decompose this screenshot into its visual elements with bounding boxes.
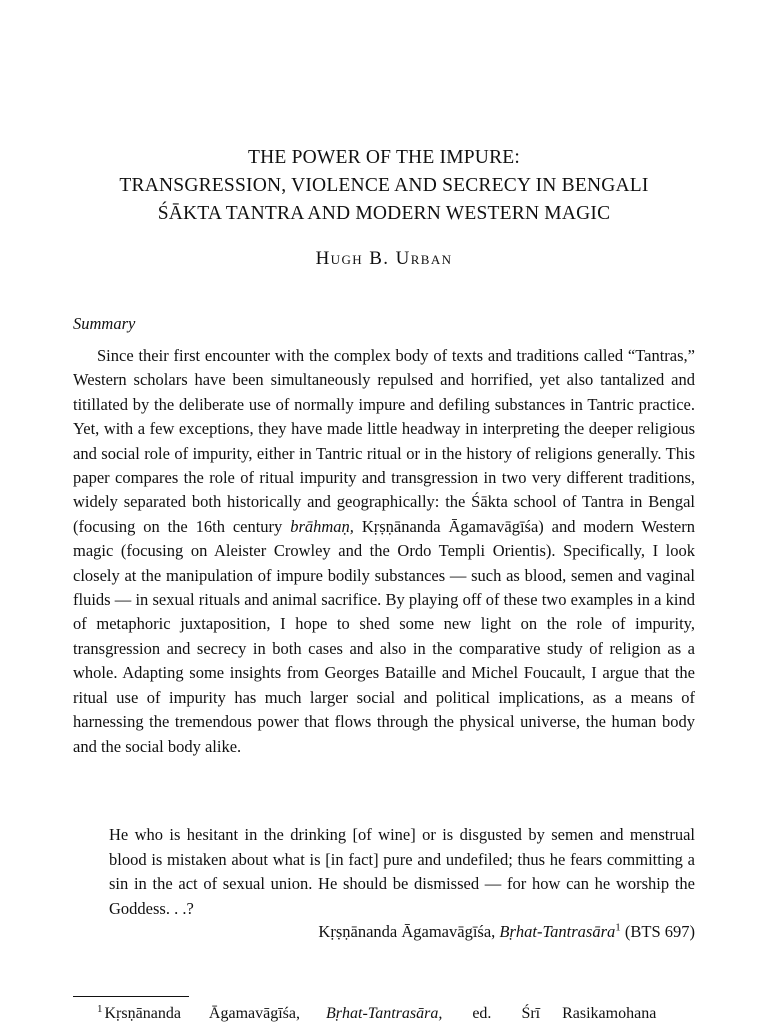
attribution-author: Kṛṣṇānanda Āgamavāgīśa, (318, 922, 496, 941)
footnote-author2: Āgamavāgīśa, (208, 1005, 300, 1022)
footnote-author: Kṛsṇānanda (104, 1005, 181, 1022)
epigraph-quote: He who is hesitant in the drinking [of wine] or is disgusted by semen and menstrual blood is mistaken about what is [in fact] pure and undefiled; thus he fears committing a sin in the act of sexual union. He should be dismissed — for how can he worship the Goddess. . .? (109, 825, 695, 918)
footnote-work: Bṛhat-Tantrasāra, (326, 1005, 443, 1022)
epigraph-attribution (318, 922, 695, 942)
title-line-2: TRANSGRESSION, VIOLENCE AND SECRECY IN BENGALI (119, 175, 649, 196)
article-title (40, 144, 728, 228)
footnote-divider (73, 996, 189, 997)
title-line-1: THE POWER OF THE IMPURE: (247, 147, 521, 168)
footnote-number: 1 (97, 1002, 103, 1015)
attribution-source: (BTS 697) (624, 922, 695, 941)
author-name: Hugh B. Urban (315, 248, 453, 269)
footnote-reference[interactable]: 1 (615, 921, 621, 934)
footnote-editor-abbr: ed. (472, 1005, 492, 1022)
title-line-3: ŚĀKTA TANTRA AND MODERN WESTERN MAGIC (157, 203, 611, 224)
footnote-1 (73, 1003, 695, 1025)
summary-paragraph (73, 344, 695, 759)
summary-text-part1: Since their first encounter with the complex body of texts and traditions called “Tantras,” Western scholars have been simultaneously repulsed and horrified, yet also tantalized and titillated by the deliberate use of normally impure and defiling substances in Tantric practice. Yet, with a few exceptions, they have made little headway in interpreting the deeper religious and social role of impurity, either in Tantric ritual or in the history of religions generally. This paper compares the role of ritual impurity and transgression in two very different traditions, widely separated both historically and geographically: the Śākta school of Tantra in Bengal (focusing on the 16th century (73, 346, 695, 536)
summary-heading: Summary (73, 314, 136, 333)
attribution-work: Bṛhat-Tantrasāra (499, 922, 616, 941)
summary-italic-term: brāhmaṇ, (290, 516, 354, 536)
summary-text-part2: Kṛṣṇānanda Āgamavāgīśa) and modern Western magic (focusing on Aleister Crowley and the Ordo Templi Orientis). Specifically, I look closely at the manipulation of impure bodily substances — such as blood, semen and vaginal fluids — in sexual rituals and animal sacrifice. By playing off of these two examples in a kind of metaphoric juxtaposition, I hope to shed some new light on the role of impurity, transgression and secrecy in both cases and also in the comparative study of religion as a whole. Adapting some insights from Georges Bataille and Michel Foucault, I argue that the ritual use of impurity has much larger social and political implications, as a means of harnessing the tremendous power that flows through the physical universe, the human body and the social body alike. (73, 516, 696, 756)
footnote-honorific: Śrī (521, 1005, 541, 1022)
footnote-editor: Rasikamohana (562, 1005, 657, 1022)
